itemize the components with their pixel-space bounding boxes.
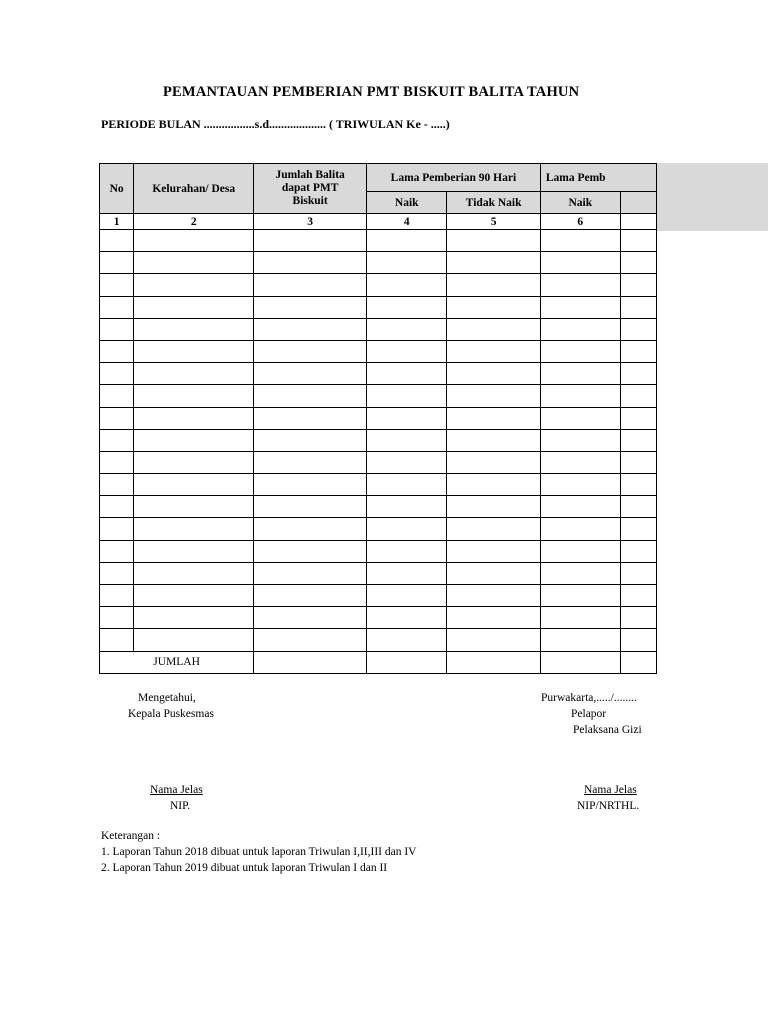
- table-cell[interactable]: [100, 340, 134, 362]
- table-cell[interactable]: [540, 385, 620, 407]
- periode-line: PERIODE BULAN .................s.d................... ( TRIWULAN Ke - .....): [101, 117, 450, 131]
- notes: [101, 828, 417, 876]
- table-cell[interactable]: [367, 518, 447, 540]
- table-cell[interactable]: [254, 585, 367, 607]
- table-row: [100, 363, 657, 385]
- table-cell[interactable]: [540, 518, 620, 540]
- table-row: [100, 607, 657, 629]
- table-cell[interactable]: [100, 607, 134, 629]
- table-cell[interactable]: [447, 474, 540, 496]
- table-body: [100, 230, 657, 652]
- table-cell[interactable]: [447, 296, 540, 318]
- table-cell[interactable]: [620, 385, 656, 407]
- table-cell[interactable]: [540, 651, 620, 673]
- table-cell[interactable]: [134, 585, 254, 607]
- table-cell[interactable]: [540, 296, 620, 318]
- table-row: [100, 318, 657, 340]
- table-cell[interactable]: [447, 585, 540, 607]
- table-cell[interactable]: [447, 607, 540, 629]
- table-cell[interactable]: [100, 296, 134, 318]
- table-cell[interactable]: [134, 518, 254, 540]
- gray-side-panel: [657, 163, 768, 231]
- table-cell[interactable]: [367, 318, 447, 340]
- table-cell[interactable]: [540, 540, 620, 562]
- right-jabatan: Pelaksana Gizi: [573, 724, 642, 736]
- table-cell[interactable]: [620, 585, 656, 607]
- table-cell[interactable]: [620, 607, 656, 629]
- table-cell[interactable]: [620, 540, 656, 562]
- table-cell[interactable]: [620, 340, 656, 362]
- table-cell[interactable]: [100, 385, 134, 407]
- left-nip: NIP.: [170, 800, 191, 812]
- table-cell[interactable]: [254, 407, 367, 429]
- table-cell[interactable]: [367, 607, 447, 629]
- table-cell[interactable]: [620, 651, 656, 673]
- table-row: [100, 296, 657, 318]
- table-row: [100, 252, 657, 274]
- table-cell[interactable]: [367, 407, 447, 429]
- header-naik: Naik: [367, 192, 447, 214]
- left-jabatan: Kepala Puskesmas: [128, 708, 214, 720]
- header-naik-2: Naik: [540, 192, 620, 214]
- column-number-cut: [620, 214, 656, 230]
- header-lama-90: Lama Pemberian 90 Hari: [367, 164, 541, 192]
- table-cell[interactable]: [100, 274, 134, 296]
- table-cell[interactable]: [540, 629, 620, 651]
- table-cell[interactable]: [447, 429, 540, 451]
- notes-item: 1. Laporan Tahun 2018 dibuat untuk laporan Triwulan I,II,III dan IV: [101, 846, 417, 858]
- total-label: JUMLAH: [100, 651, 254, 673]
- table-cell[interactable]: [134, 274, 254, 296]
- table-cell[interactable]: [134, 496, 254, 518]
- table-cell[interactable]: [134, 363, 254, 385]
- table-cell[interactable]: [447, 252, 540, 274]
- table-row: [100, 385, 657, 407]
- column-number: 5: [447, 214, 540, 230]
- document-title: PEMANTAUAN PEMBERIAN PMT BISKUIT BALITA TAHUN: [163, 84, 580, 100]
- table-cell[interactable]: [367, 651, 447, 673]
- table-cell[interactable]: [620, 451, 656, 473]
- table-row: [100, 274, 657, 296]
- right-nip: NIP/NRTHL.: [577, 800, 640, 812]
- table-cell[interactable]: [620, 429, 656, 451]
- table-cell[interactable]: [134, 252, 254, 274]
- table-cell[interactable]: [540, 562, 620, 584]
- table-cell[interactable]: [254, 252, 367, 274]
- table-cell[interactable]: [620, 252, 656, 274]
- table-cell[interactable]: [134, 296, 254, 318]
- total-row: [100, 651, 657, 673]
- table-cell[interactable]: [254, 296, 367, 318]
- table-cell[interactable]: [134, 385, 254, 407]
- table-cell[interactable]: [254, 651, 367, 673]
- table-cell[interactable]: [100, 363, 134, 385]
- table-cell[interactable]: [254, 451, 367, 473]
- table-cell[interactable]: [254, 496, 367, 518]
- notes-heading: Keterangan :: [101, 830, 161, 842]
- table-cell[interactable]: [100, 318, 134, 340]
- table-cell[interactable]: [540, 607, 620, 629]
- table-cell[interactable]: [540, 474, 620, 496]
- table-cell[interactable]: [447, 230, 540, 252]
- table-cell[interactable]: [100, 429, 134, 451]
- table-cell[interactable]: [254, 385, 367, 407]
- column-number: 4: [367, 214, 447, 230]
- table-cell[interactable]: [540, 407, 620, 429]
- table-cell[interactable]: [134, 607, 254, 629]
- header-no: No: [100, 164, 134, 214]
- table-cell[interactable]: [367, 474, 447, 496]
- left-mengetahui: Mengetahui,: [138, 692, 196, 704]
- table-cell[interactable]: [100, 407, 134, 429]
- table-row: [100, 629, 657, 651]
- table-cell[interactable]: [540, 252, 620, 274]
- table-cell[interactable]: [620, 407, 656, 429]
- column-number: 2: [134, 214, 254, 230]
- table-cell[interactable]: [620, 518, 656, 540]
- table-cell[interactable]: [367, 629, 447, 651]
- table-cell[interactable]: [447, 407, 540, 429]
- table-cell[interactable]: [100, 474, 134, 496]
- table-cell[interactable]: [447, 363, 540, 385]
- table-cell[interactable]: [134, 451, 254, 473]
- table-cell[interactable]: [620, 474, 656, 496]
- monitoring-table: [99, 163, 657, 674]
- table-cell[interactable]: [620, 629, 656, 651]
- table-cell[interactable]: [620, 318, 656, 340]
- table-cell[interactable]: [540, 318, 620, 340]
- table-row: [100, 496, 657, 518]
- table-cell[interactable]: [100, 518, 134, 540]
- table-cell[interactable]: [447, 318, 540, 340]
- table-cell[interactable]: [134, 429, 254, 451]
- table-cell[interactable]: [134, 230, 254, 252]
- header-tidak-naik: Tidak Naik: [447, 192, 540, 214]
- table-cell[interactable]: [447, 385, 540, 407]
- table-cell[interactable]: [254, 540, 367, 562]
- table-cell[interactable]: [100, 252, 134, 274]
- table-cell[interactable]: [134, 340, 254, 362]
- right-pelapor: Pelapor: [571, 708, 607, 720]
- table-cell[interactable]: [254, 340, 367, 362]
- table-cell[interactable]: [447, 629, 540, 651]
- table-cell[interactable]: [540, 496, 620, 518]
- table-cell[interactable]: [367, 496, 447, 518]
- table-cell[interactable]: [100, 540, 134, 562]
- table-cell[interactable]: [540, 585, 620, 607]
- table-cell[interactable]: [620, 296, 656, 318]
- table-row: [100, 518, 657, 540]
- table-row: [100, 451, 657, 473]
- header-jumlah-balita: Jumlah Balita dapat PMT Biskuit: [254, 164, 367, 214]
- table-row: [100, 340, 657, 362]
- table-cell[interactable]: [540, 230, 620, 252]
- table-cell[interactable]: [134, 407, 254, 429]
- table-cell[interactable]: [254, 429, 367, 451]
- table-cell[interactable]: [254, 274, 367, 296]
- header-kelurahan: Kelurahan/ Desa: [134, 164, 254, 214]
- table-cell[interactable]: [540, 451, 620, 473]
- notes-item: 2. Laporan Tahun 2019 dibuat untuk laporan Triwulan I dan II: [101, 862, 388, 874]
- table-cell[interactable]: [367, 385, 447, 407]
- table-cell[interactable]: [100, 629, 134, 651]
- table-cell[interactable]: [100, 230, 134, 252]
- table-cell[interactable]: [134, 474, 254, 496]
- table-cell[interactable]: [254, 562, 367, 584]
- table-cell[interactable]: [367, 451, 447, 473]
- table-cell[interactable]: [367, 429, 447, 451]
- table-cell[interactable]: [367, 585, 447, 607]
- table-cell[interactable]: [447, 651, 540, 673]
- table-cell[interactable]: [134, 318, 254, 340]
- table-cell[interactable]: [254, 629, 367, 651]
- table-row: [100, 407, 657, 429]
- table-cell[interactable]: [254, 230, 367, 252]
- table-cell[interactable]: [447, 496, 540, 518]
- table-cell[interactable]: [447, 451, 540, 473]
- table-cell[interactable]: [447, 540, 540, 562]
- table-cell[interactable]: [134, 562, 254, 584]
- table-cell[interactable]: [540, 429, 620, 451]
- table-row: [100, 429, 657, 451]
- table-cell[interactable]: [367, 340, 447, 362]
- table-row: [100, 585, 657, 607]
- table-cell[interactable]: [540, 274, 620, 296]
- left-nama-jelas: Nama Jelas: [150, 784, 203, 796]
- header-lama-cut: Lama Pemb: [540, 164, 656, 192]
- table-cell[interactable]: [134, 629, 254, 651]
- table-cell[interactable]: [100, 451, 134, 473]
- table-cell[interactable]: [540, 340, 620, 362]
- table-cell[interactable]: [620, 230, 656, 252]
- table-cell[interactable]: [367, 540, 447, 562]
- table-cell[interactable]: [447, 340, 540, 362]
- table-cell[interactable]: [367, 230, 447, 252]
- table-cell[interactable]: [367, 274, 447, 296]
- table-cell[interactable]: [447, 518, 540, 540]
- right-nama-jelas: Nama Jelas: [584, 784, 637, 796]
- column-number-row: [100, 214, 657, 230]
- table-cell[interactable]: [367, 363, 447, 385]
- table-cell[interactable]: [254, 363, 367, 385]
- table-cell[interactable]: [540, 363, 620, 385]
- table-cell[interactable]: [367, 296, 447, 318]
- table-cell[interactable]: [620, 363, 656, 385]
- header-cut: [620, 192, 656, 214]
- table-cell[interactable]: [254, 607, 367, 629]
- table-row: [100, 474, 657, 496]
- table-cell[interactable]: [620, 496, 656, 518]
- table-row: [100, 540, 657, 562]
- table-row: [100, 562, 657, 584]
- right-tempat-tanggal: Purwakarta,...../........: [541, 692, 637, 704]
- table-cell[interactable]: [254, 474, 367, 496]
- column-number: 3: [254, 214, 367, 230]
- table-row: [100, 230, 657, 252]
- table-cell[interactable]: [447, 274, 540, 296]
- table-cell[interactable]: [254, 318, 367, 340]
- table-cell[interactable]: [620, 274, 656, 296]
- table-cell[interactable]: [134, 540, 254, 562]
- table-cell[interactable]: [100, 585, 134, 607]
- table-cell[interactable]: [100, 562, 134, 584]
- table-cell[interactable]: [447, 562, 540, 584]
- table-cell[interactable]: [100, 496, 134, 518]
- column-number: 6: [540, 214, 620, 230]
- table-cell[interactable]: [367, 252, 447, 274]
- column-number: 1: [100, 214, 134, 230]
- table-cell[interactable]: [620, 562, 656, 584]
- table-cell[interactable]: [367, 562, 447, 584]
- table-cell[interactable]: [254, 518, 367, 540]
